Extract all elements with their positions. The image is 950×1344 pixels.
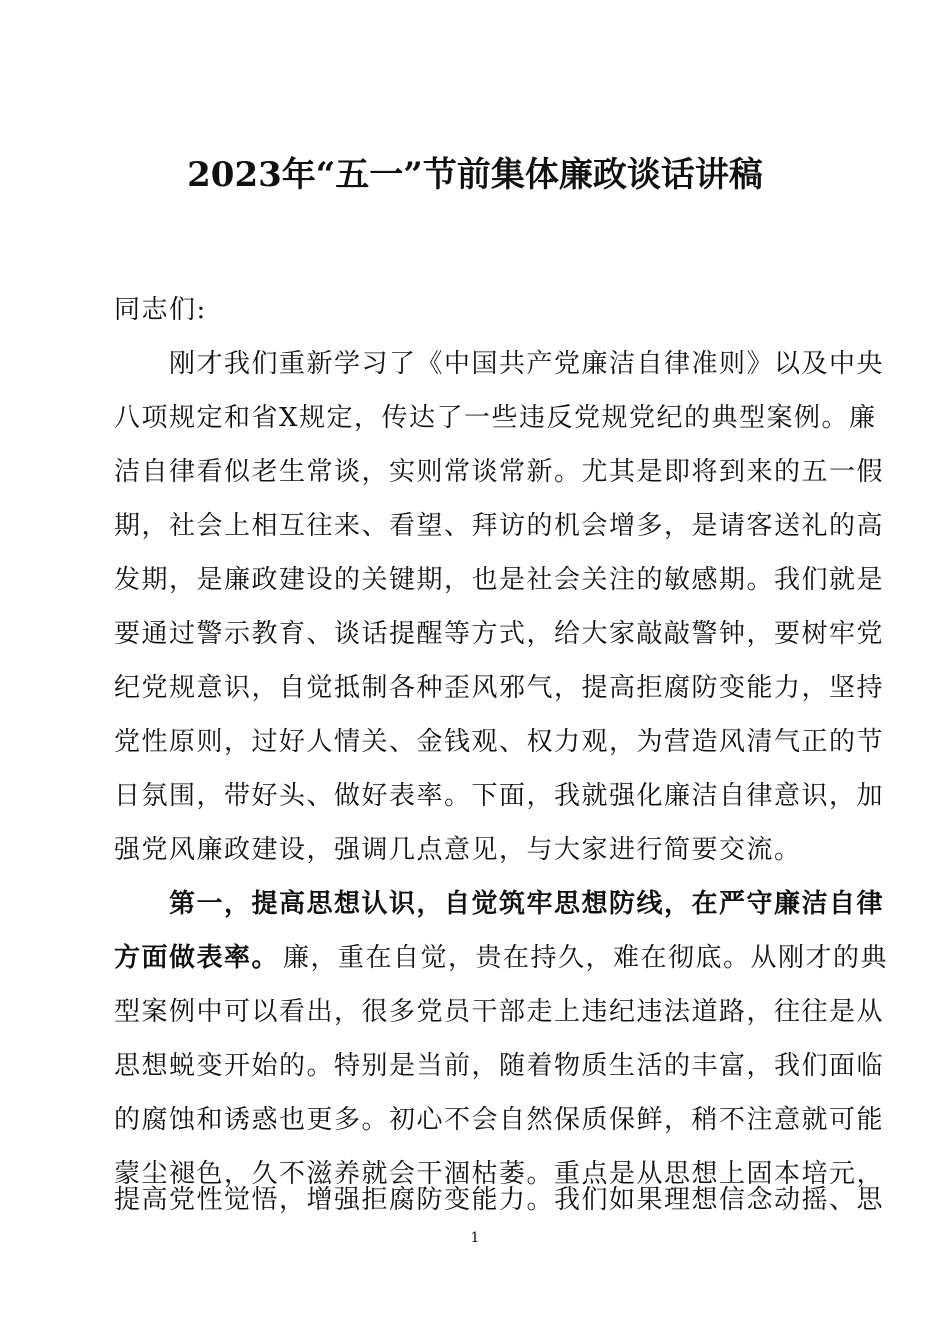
body-line: 期，社会上相互往来、看望、拜访的机会增多，是请客送礼的高 xyxy=(114,511,885,541)
body-line: 强党风廉政建设，强调几点意见，与大家进行简要交流。 xyxy=(114,835,802,865)
section-heading-tail: 方面做表率。 xyxy=(114,943,280,973)
body-text-run: 廉，重在自觉，贵在持久，难在彻底。从刚才的典 xyxy=(283,943,889,973)
body-line: 八项规定和省X规定，传达了一些违反党规党纪的典型案例。廉 xyxy=(114,403,877,433)
body-line: 要通过警示教育、谈话提醒等方式，给大家敲敲警钟，要树牢党 xyxy=(114,619,885,649)
page-number: 1 xyxy=(470,1230,480,1246)
body-line: 蒙尘褪色，久不滋养就会干涸枯萎。重点是从思想上固本培元， xyxy=(114,1159,885,1189)
section-heading-line: 第一，提高思想认识，自觉筑牢思想防线，在严守廉洁自律 xyxy=(114,889,885,919)
body-line: 型案例中可以看出，很多党员干部走上违纪违法道路，往往是从 xyxy=(114,997,885,1027)
body-line: 刚才我们重新学习了《中国共产党廉洁自律准则》以及中央 xyxy=(114,349,885,379)
body-line: 洁自律看似老生常谈，实则常谈常新。尤其是即将到来的五一假 xyxy=(114,457,885,487)
mixed-line xyxy=(114,938,889,978)
body-line: 思想蜕变开始的。特别是当前，随着物质生活的丰富，我们面临 xyxy=(114,1051,885,1081)
salutation: 同志们: xyxy=(114,295,207,325)
body-line: 日氛围，带好头、做好表率。下面，我就强化廉洁自律意识，加 xyxy=(114,781,885,811)
body-line: 发期，是廉政建设的关键期，也是社会关注的敏感期。我们就是 xyxy=(114,565,885,595)
body-line: 党性原则，过好人情关、金钱观、权力观，为营造风清气正的节 xyxy=(114,727,885,757)
document-title: 2023年“五一”节前集体廉政谈话讲稿 xyxy=(187,155,763,195)
body-line: 的腐蚀和诱惑也更多。初心不会自然保质保鲜，稍不注意就可能 xyxy=(114,1105,885,1135)
body-line: 提高党性觉悟，增强拒腐防变能力。我们如果理想信念动摇、思 xyxy=(114,1185,885,1215)
body-line: 纪党规意识，自觉抵制各种歪风邪气，提高拒腐防变能力，坚持 xyxy=(114,673,885,703)
